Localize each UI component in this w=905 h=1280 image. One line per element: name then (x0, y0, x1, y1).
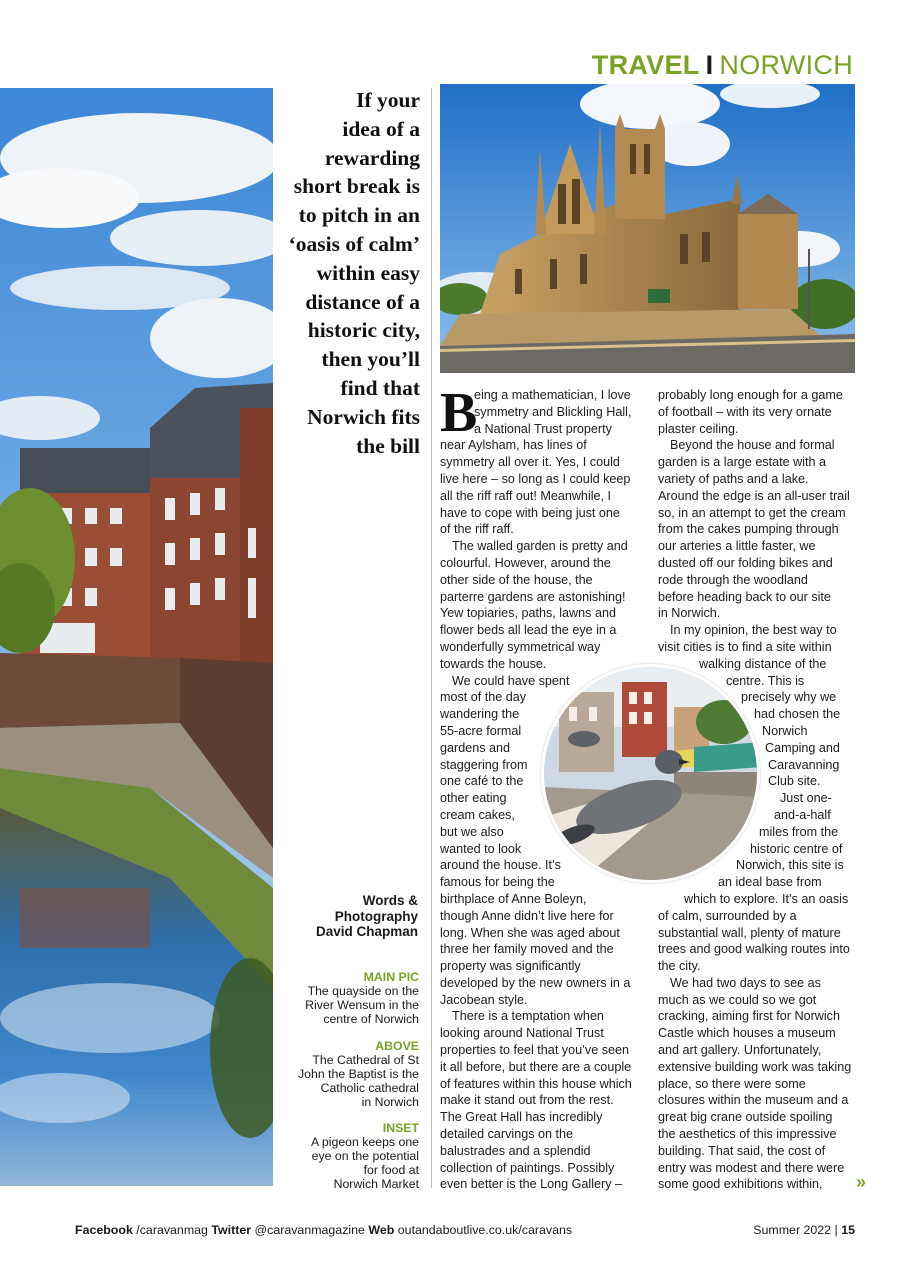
caption-line: eye on the potential (311, 1149, 419, 1163)
body-line: Castle which houses a museum (658, 1026, 836, 1041)
body-line: detailed carvings on the (440, 1127, 574, 1142)
body-line: of calm, surrounded by a (658, 908, 797, 923)
body-line: variety of paths and a lake. (658, 471, 809, 486)
body-line: one café to the (440, 774, 524, 789)
body-line: property was significantly (440, 959, 581, 974)
body-line: wandering the (440, 707, 520, 722)
body-line: had chosen the (754, 707, 841, 722)
body-line: Camping and (765, 740, 840, 755)
caption-line: in Norwich (361, 1095, 419, 1109)
twitter-handle[interactable]: @caravanmagazine (254, 1223, 365, 1237)
body-line: Club site. (768, 774, 821, 789)
body-line: building. That said, the cost of (658, 1143, 826, 1158)
body-line: Jacobean style. (440, 992, 528, 1007)
body-line: wonderfully symmetrical way (440, 639, 601, 654)
location-label: NORWICH (719, 50, 853, 80)
caption-above (290, 1039, 419, 1109)
web-label: Web (368, 1223, 395, 1237)
body-line: all the riff raff out! Meanwhile, I (440, 488, 612, 503)
body-line: which to explore. It’s an oasis (684, 891, 849, 906)
body-line: dusted off our folding bikes and (658, 555, 833, 570)
body-line: miles from the (759, 824, 839, 839)
body-line: We had two days to see as (670, 975, 821, 990)
page-number: 15 (841, 1223, 855, 1237)
cathedral-photo (440, 84, 855, 373)
body-line: great big crane outside spoiling (658, 1110, 833, 1125)
caption-line: centre of Norwich (323, 1012, 419, 1026)
body-line: of features within this house which (440, 1076, 632, 1091)
body-line: Just one- (780, 791, 832, 806)
column-rule (431, 88, 432, 1188)
main-photo-quayside (0, 88, 273, 1186)
body-line: and art gallery. Unfortunately, (658, 1043, 822, 1058)
body-line: of football – with its very ornate (658, 404, 832, 419)
body-line: live here – so long as I could keep (440, 471, 631, 486)
byline (290, 893, 418, 940)
body-line: gardens and (440, 740, 511, 755)
caption-line: River Wensum in the (305, 998, 419, 1012)
body-line: Around the edge is an all-user trail (658, 488, 850, 503)
caption-line: for food at (363, 1163, 419, 1177)
body-line: towards the house. (440, 656, 547, 671)
body-line: flower beds all lead the eye in a (440, 623, 617, 638)
headline-line: historic city, (307, 318, 420, 343)
body-line: Norwich (762, 723, 808, 738)
body-line: so, in an attempt to get the cream (658, 505, 846, 520)
body-line: colourful. However, around the (440, 555, 611, 570)
body-line: near Aylsham, has lines of (440, 438, 587, 453)
body-line: before heading back to our site (658, 589, 831, 604)
headline-line: ‘oasis of calm’ (288, 231, 420, 256)
headline-line: Norwich fits (307, 404, 420, 429)
body-line: of the riff raff. (440, 522, 514, 537)
body-line: other side of the house, the (440, 572, 593, 587)
body-line: place, so there were some (658, 1076, 806, 1091)
body-line: 55-acre formal (440, 723, 522, 738)
caption-line: The quayside on the (307, 984, 419, 998)
footer-social (75, 1223, 572, 1237)
caption-line: John the Baptist is the (298, 1067, 419, 1081)
body-line: other eating (440, 791, 507, 806)
body-line: wanted to look (440, 841, 522, 856)
body-line: collection of paintings. Possibly (440, 1160, 615, 1175)
drop-cap: B (440, 382, 478, 444)
body-line: cracking, aiming first for Norwich (658, 1009, 840, 1024)
body-line: The walled garden is pretty and (452, 539, 628, 554)
body-line: from the cakes pumping through (658, 522, 839, 537)
body-line: staggering from (440, 757, 528, 772)
body-line: Norwich, this site is (736, 858, 844, 873)
caption-line: Catholic cathedral (320, 1081, 419, 1095)
body-line: entry was modest and there were (658, 1160, 845, 1175)
body-line: trees and good walking routes into (658, 942, 850, 957)
body-line: historic centre of (750, 841, 843, 856)
caption-line: A pigeon keeps one (310, 1135, 419, 1149)
body-line: long. When she was aged about (440, 925, 620, 940)
headline-line: idea of a (342, 116, 420, 141)
body-line: much as we could so we got (658, 992, 817, 1007)
standfirst-headline (288, 86, 420, 460)
body-line: looking around National Trust (440, 1026, 604, 1041)
body-line: famous for being the (440, 875, 555, 890)
body-line: balustrades and a splendid (440, 1143, 591, 1158)
body-line: have to cope with being just one (440, 505, 620, 520)
body-line: but we also (440, 824, 504, 839)
body-line: though Anne didn’t live here for (440, 908, 614, 923)
body-line: cream cakes, (440, 807, 515, 822)
caption-label: ABOVE (375, 1039, 419, 1053)
headline-line: to pitch in an (298, 203, 420, 228)
body-line: most of the day (440, 690, 527, 705)
body-line: parterre gardens are astonishing! (440, 589, 626, 604)
body-line: Caravanning (768, 757, 840, 772)
body-line: substantial wall, plenty of mature (658, 925, 841, 940)
caption-label: INSET (382, 1121, 419, 1135)
headline-line: within easy (316, 260, 420, 285)
byline-author: David Chapman (315, 924, 418, 939)
body-line: make it stand out from the rest. (440, 1093, 614, 1108)
body-line: closures within the museum and a (658, 1093, 849, 1108)
body-line: There is a temptation when (452, 1009, 604, 1024)
body-line: Beyond the house and formal (670, 438, 835, 453)
body-line: three her family moved and the (440, 942, 614, 957)
body-line: birthplace of Anne Boleyn, (440, 891, 587, 906)
body-line: our arteries a little faster, we (658, 539, 816, 554)
byline-line: Words & (362, 893, 418, 908)
body-line: Yew topiaries, paths, lawns and (440, 606, 616, 621)
body-line: walking distance of the (699, 656, 827, 671)
body-line: rode through the woodland (658, 572, 808, 587)
body-line: an ideal base from (718, 875, 822, 890)
issue-date: Summer 2022 (753, 1223, 832, 1237)
headline-line: the bill (356, 433, 420, 458)
caption-main-pic (290, 970, 419, 1026)
body-line: visit cities is to find a site within (658, 639, 832, 654)
caption-inset (290, 1121, 419, 1191)
body-line: a National Trust property (474, 421, 612, 436)
body-line: symmetry and Blickling Hall, (474, 404, 632, 419)
facebook-handle[interactable]: /caravanmag (136, 1223, 208, 1237)
twitter-label: Twitter (211, 1223, 252, 1237)
body-line: centre. This is (726, 673, 805, 688)
headline-line: distance of a (305, 289, 420, 314)
body-line: extensive building work was taking (658, 1059, 852, 1074)
body-line: the city. (658, 959, 701, 974)
caption-label: MAIN PIC (363, 970, 419, 984)
byline-line: Photography (334, 908, 418, 924)
web-url[interactable]: outandaboutlive.co.uk/caravans (397, 1223, 573, 1237)
body-line: developed by the new owners in a (440, 975, 631, 990)
body-line: symmetry all over it. Yes, I could (440, 455, 620, 470)
caption-line: Norwich Market (333, 1177, 419, 1191)
headline-line: then you’ll (321, 347, 420, 372)
headline-line: If your (356, 88, 420, 112)
body-line: probably long enough for a game (658, 388, 843, 402)
body-line: even better is the Long Gallery – (440, 1177, 623, 1192)
body-line: precisely why we (741, 690, 837, 705)
body-line: garden is a large estate with a (658, 455, 827, 470)
section-label: TRAVEL (591, 50, 700, 80)
body-line: properties to feel that you’ve seen (440, 1043, 630, 1058)
body-line: some good exhibitions within, (658, 1177, 823, 1192)
body-line: The Great Hall has incredibly (440, 1110, 603, 1125)
continue-arrow: » (856, 1172, 867, 1192)
caption-line: The Cathedral of St (312, 1053, 419, 1067)
section-header (592, 50, 853, 81)
body-line: around the house. It’s (440, 858, 561, 873)
header-separator: I (705, 50, 714, 80)
folio (753, 1223, 855, 1237)
body-line: plaster ceiling. (658, 421, 739, 436)
headline-line: rewarding (324, 145, 420, 170)
headline-line: find that (340, 375, 420, 400)
headline-line: short break is (293, 174, 420, 199)
folio-separator: | (834, 1223, 838, 1237)
body-line: the aesthetics of this impressive (658, 1127, 837, 1142)
facebook-label: Facebook (75, 1223, 133, 1237)
body-line: and-a-half (774, 807, 831, 822)
inset-photo-pigeon (541, 664, 760, 883)
body-line: it all before, but there are a couple (440, 1059, 632, 1074)
body-line: In my opinion, the best way to (670, 623, 837, 638)
body-line: eing a mathematician, I love (474, 388, 631, 402)
body-line: in Norwich. (658, 606, 721, 621)
body-line: We could have spent (452, 673, 570, 688)
